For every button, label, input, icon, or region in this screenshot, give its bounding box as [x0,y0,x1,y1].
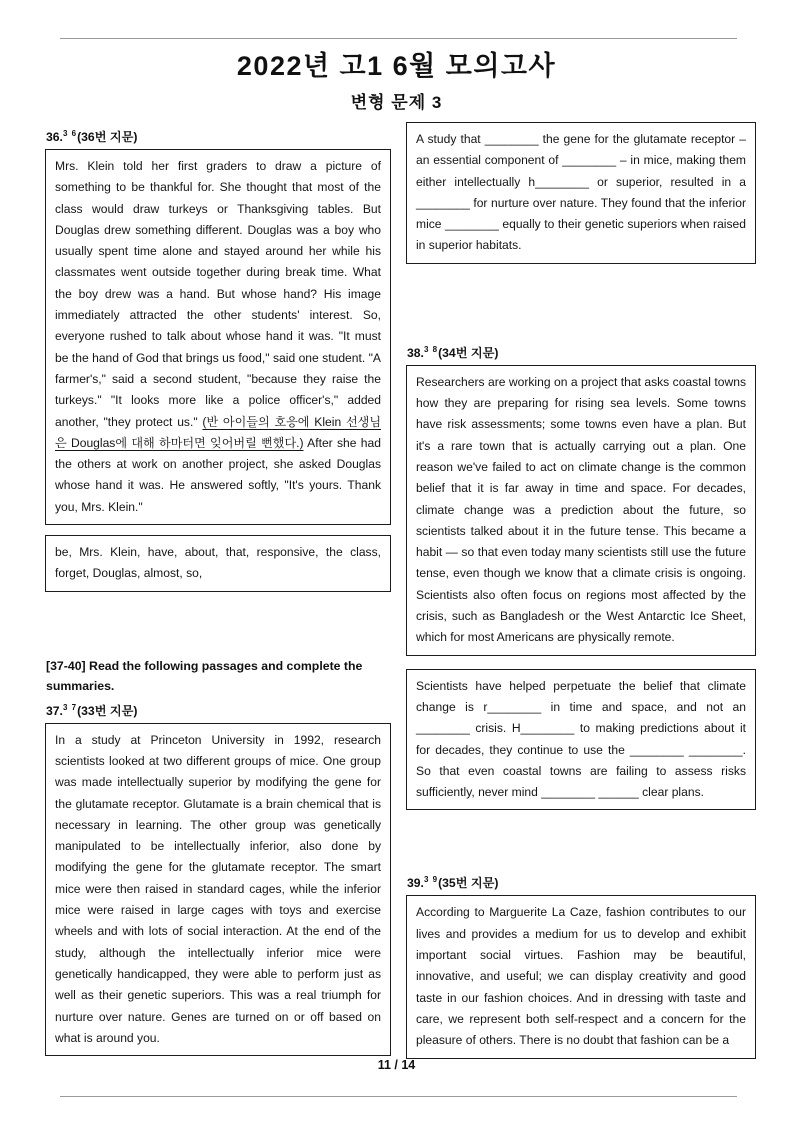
bottom-divider [60,1096,737,1097]
question-label: (35번 지문) [438,876,499,891]
question-heading-36 [46,128,391,145]
question-label: (34번 지문) [438,345,499,360]
question-number: 38. [407,345,424,360]
question-number: 37. [46,703,63,718]
question-label: (33번 지문) [77,703,138,718]
page-number: 11 / 14 [377,1058,416,1072]
passage-box-36 [45,149,391,525]
question-heading-39 [407,874,756,891]
underlined-korean-text: (반 아이들의 호응에 Klein 선생님은 Douglas에 대해 하마터면 잊어버릴 뻔했다.) [55,414,382,450]
question-superscript: 3 8 [423,344,439,354]
section-heading-37-40: [37-40] Read the following passages and complete the summaries. [46,658,363,693]
question-superscript: 3 9 [423,875,439,885]
question-heading-38 [407,344,756,361]
page-title: 2022년 고1 6월 모의고사 [236,51,557,81]
right-column [406,122,756,1059]
wordbank-box-36: be, Mrs. Klein, have, about, that, responsive, the class, forget, Douglas, almost, so, [45,535,391,592]
question-number: 36. [46,130,63,144]
top-divider [60,38,737,39]
page-subtitle: 변형 문제 3 [350,93,443,112]
passage-text: Mrs. Klein told her first graders to draw a picture of something to be thankful for. She thought that most of the class would draw turkeys or Thanksgiving tables. But Douglas drew something different. Douglas was a boy who usually spent time alone and stayed around her while his classmates went outside together during break time. What the boy drew was a hand. But whose hand? His image immediately attracted the other students' interest. So, everyone rushed to talk about whose hand it was. "It must be the hand of God that brings us food," said one student. "A farmer's," said a second student, "because they raise the turkeys." "It looks more like a police officer's," added another, "they protect us." [55,159,381,429]
summary-box-37: A study that ________ the gene for the glutamate receptor – an essential component of ________ – in mice, making them either intellectually h________ or superior, resulted in a ________ for nurture over nature. They found that the inferior mice ________ equally to their genetic superiors when raised in superior habitats. [406,122,756,264]
question-superscript: 3 7 [62,702,78,712]
passage-box-37: In a study at Princeton University in 1992, research scientists looked at two different groups of mice. One group was made intellectually superior by modifying the gene for the glutamate receptor. Glutamate is a brain chemical that is necessary in learning. The other group was genetically manipulated to be intellectually inferior, also done by modifying the gene for the glutamate receptor. The smart mice were then raised in standard cages, while the inferior mice were raised in large cages with toys and exercise wheels and with lots of social interaction. At the end of the study, although the intellectually inferior mice were genetically handicapped, they were able to perform just as well as their genetic superiors. This was a real triumph for nurture over nature. Genes are turned on or off based on what is around you. [45,723,391,1056]
summary-box-38: Scientists have helped perpetuate the belief that climate change is r________ in time and space, and not an ________ crisis. H________ to making predictions about it for decades, they continue to use the ________ ________. So that even coastal towns are failing to assess risks sufficiently, never mind ________ ______ clear plans. [406,669,756,811]
passage-text: After she had the others at work on another project, she asked Douglas whose hand it was. He answered softly, "It's yours. Thank you, Mrs. Klein." [55,435,381,514]
question-number: 39. [407,876,424,891]
passage-box-38: Researchers are working on a project that asks coastal towns how they are preparing for rising sea levels. Some towns have risk assessments; some towns even have a plan. But it's a rare town that is actually carrying out a plan. One reason we've failed to act on climate change is the common belief that it is far away in time and space. For decades, climate change was a prediction about the future, so scientists talked about it in the future tense. This became a habit — so that even today many scientists still use the future tense, even though we know that a climate crisis is ongoing. Scientists also often focus on regions most affected by the crisis, such as Bangladesh or the West Antarctic Ice Sheet, which for most Americans are physically remote. [406,365,756,656]
passage-box-39: According to Marguerite La Caze, fashion contributes to our lives and provides a medium for us to develop and exhibit important social virtues. Fashion may be beautiful, innovative, and useful; we can display creativity and good taste in our fashion choices. And in dressing with taste and care, we represent both self-respect and a concern for the pleasure of others. There is no doubt that fashion can be a [406,895,756,1058]
left-column [45,122,391,1056]
question-heading-37 [46,702,391,719]
question-superscript: 3 6 [62,128,78,138]
question-label: (36번 지문) [77,130,138,144]
page-header [0,44,793,113]
